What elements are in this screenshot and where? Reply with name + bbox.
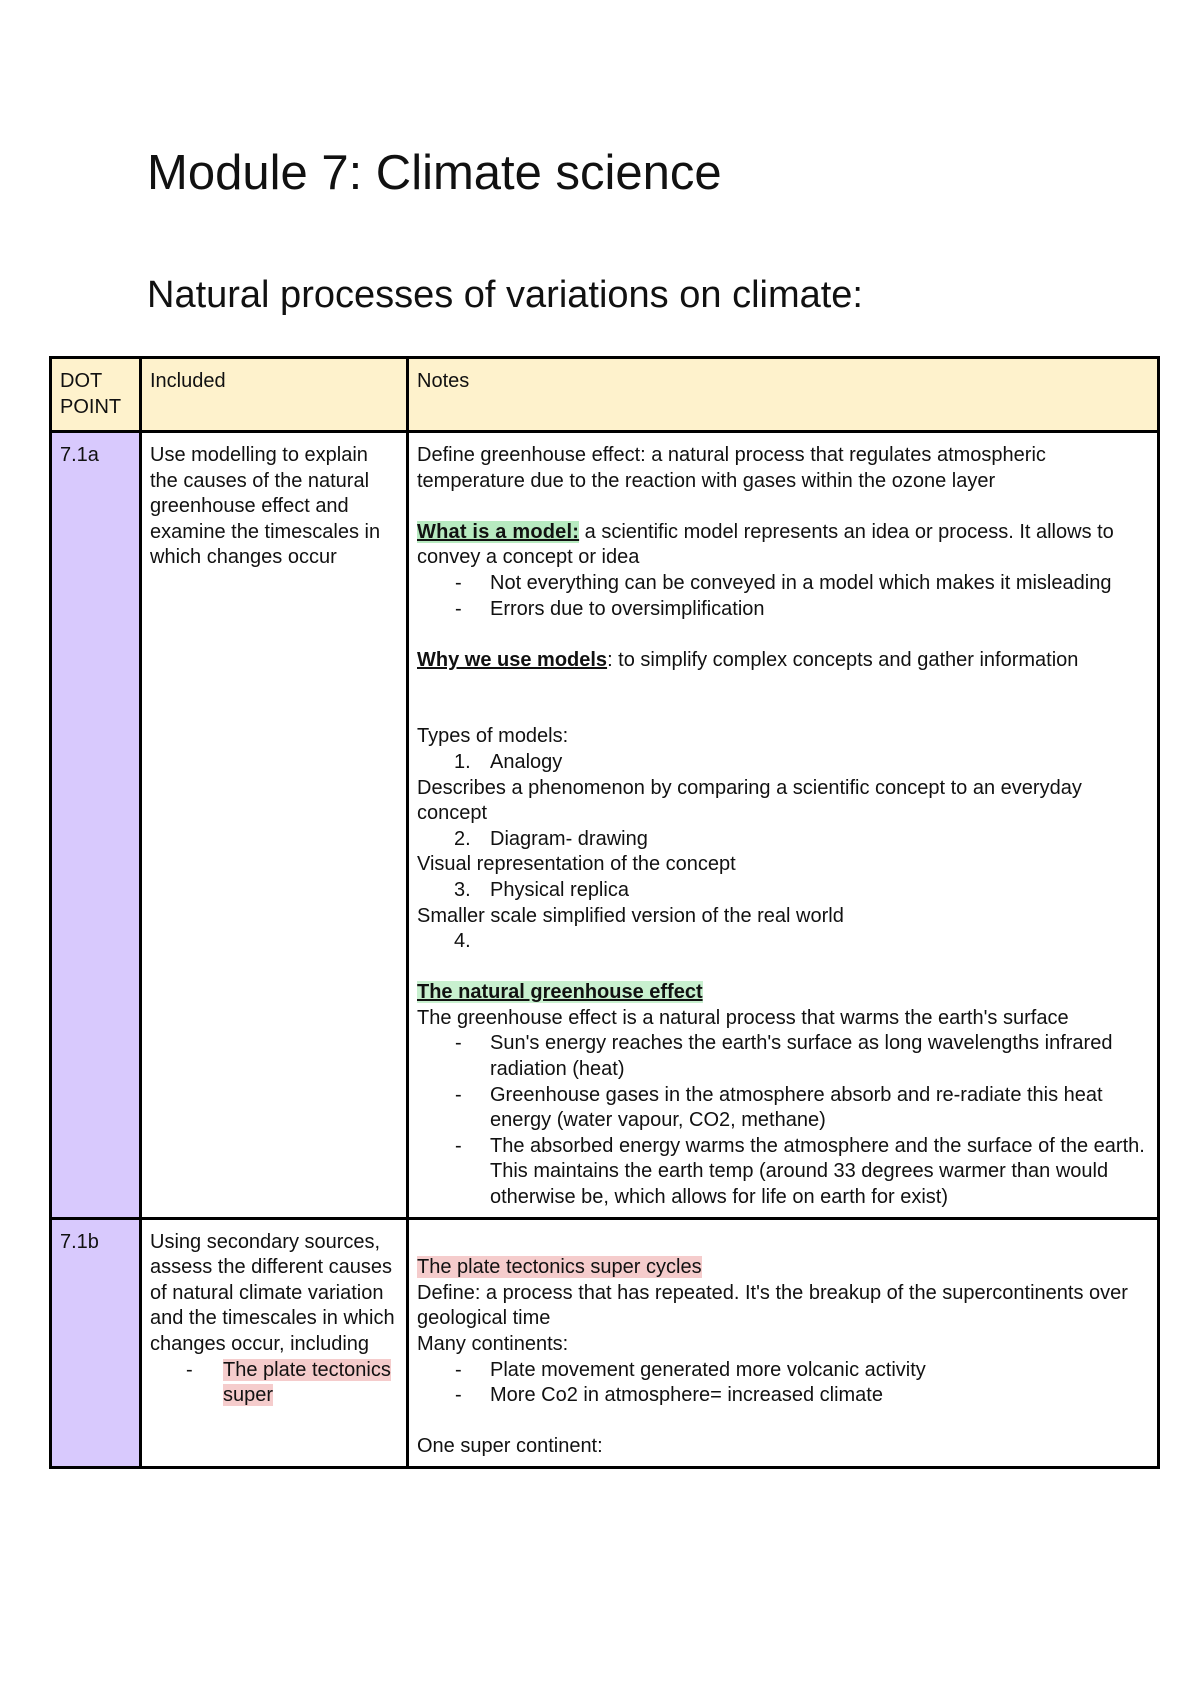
model-points-list: [417, 571, 1149, 622]
included-text: Using secondary sources, assess the different causes of natural climate variation and the timescales in which changes occur, including: [150, 1230, 395, 1355]
type-description: Visual representation of the concept: [417, 853, 736, 876]
type-number: 3.: [454, 878, 471, 901]
list-item: - Plate movement generated more volcanic activity: [417, 1358, 1149, 1384]
notes-cell: [408, 432, 1159, 1219]
type-number: 1.: [454, 750, 471, 773]
list-item: [150, 1358, 398, 1409]
list-item: - Not everything can be conveyed in a model which makes it misleading: [417, 571, 1149, 597]
type-number: 2.: [454, 827, 471, 850]
type-description: Smaller scale simplified version of the real world: [417, 904, 844, 927]
included-cell: Use modelling to explain the causes of the natural greenhouse effect and examine the timescales in which changes occur: [141, 432, 408, 1219]
natural-greenhouse-heading-line: [417, 980, 1149, 1006]
list-item: - Greenhouse gases in the atmosphere absorb and re-radiate this heat energy (water vapour, CO2, methane): [417, 1083, 1149, 1134]
plate-tectonics-heading: The plate tectonics super cycles: [417, 1256, 702, 1279]
page-subtitle: Natural processes of variations on climate:: [147, 274, 863, 316]
type-number: 4.: [454, 930, 471, 953]
list-item: - Errors due to oversimplification: [417, 597, 1149, 623]
list-item: - The absorbed energy warms the atmosphere and the surface of the earth. This maintains the earth temp (around 33 degrees warmer than would otherwise be, which allows for life on earth for exist): [417, 1134, 1149, 1211]
included-sub-list: [150, 1358, 398, 1409]
page-title: Module 7: Climate science: [147, 146, 722, 200]
one-super-continent-heading: One super continent:: [417, 1435, 603, 1458]
what-is-model-paragraph: [417, 520, 1149, 571]
many-continents-heading: Many continents:: [417, 1333, 569, 1355]
type-list-1: [417, 750, 1149, 776]
types-heading: Types of models:: [417, 725, 569, 748]
header-dot-point: DOT POINT: [51, 358, 141, 432]
what-is-model-label: What is a model:: [417, 520, 580, 543]
natural-greenhouse-heading: The natural greenhouse effect: [417, 981, 703, 1004]
list-item: - More Co2 in atmosphere= increased climate: [417, 1383, 1149, 1409]
table-header-row: [51, 358, 1159, 432]
header-notes: Notes: [408, 358, 1159, 432]
plate-definition: Define: a process that has repeated. It's the breakup of the supercontinents over geological time: [417, 1281, 1128, 1330]
many-continents-list: [417, 1358, 1149, 1409]
why-models-paragraph: [417, 648, 1149, 674]
plate-heading-line: [417, 1255, 1149, 1281]
notes-cell: [408, 1218, 1159, 1467]
what-is-model-text: a scientific model represents an idea or process. It allows to convey a concept or idea: [417, 520, 1114, 569]
dot-point-cell: 7.1b: [51, 1218, 141, 1467]
table-row: [51, 1218, 1159, 1467]
type-list-4: [417, 929, 1149, 955]
why-models-text: : to simplify complex concepts and gather information: [607, 648, 1079, 671]
natural-greenhouse-intro: The greenhouse effect is a natural process that warms the earth's surface: [417, 1006, 1069, 1029]
greenhouse-points-list: [417, 1031, 1149, 1210]
plate-tectonics-included: The plate tectonics super: [223, 1358, 391, 1407]
type-list-3: [417, 878, 1149, 904]
list-item: - Sun's energy reaches the earth's surface as long wavelengths infrared radiation (heat): [417, 1031, 1149, 1082]
type-name: Analogy: [490, 750, 563, 773]
why-models-label: Why we use models: [417, 648, 608, 671]
included-cell: [141, 1218, 408, 1467]
type-name: Physical replica: [490, 878, 629, 901]
greenhouse-definition: Define greenhouse effect: a natural process that regulates atmospheric temperature due to the reaction with gases within the ozone layer: [417, 444, 1046, 492]
dot-point-cell: 7.1a: [51, 432, 141, 1219]
type-name: Diagram- drawing: [490, 827, 648, 850]
type-description: Describes a phenomenon by comparing a scientific concept to an everyday concept: [417, 776, 1082, 825]
type-list-2: [417, 827, 1149, 853]
notes-table: [49, 356, 1160, 1469]
header-included: Included: [141, 358, 408, 432]
table-row: [51, 432, 1159, 1219]
